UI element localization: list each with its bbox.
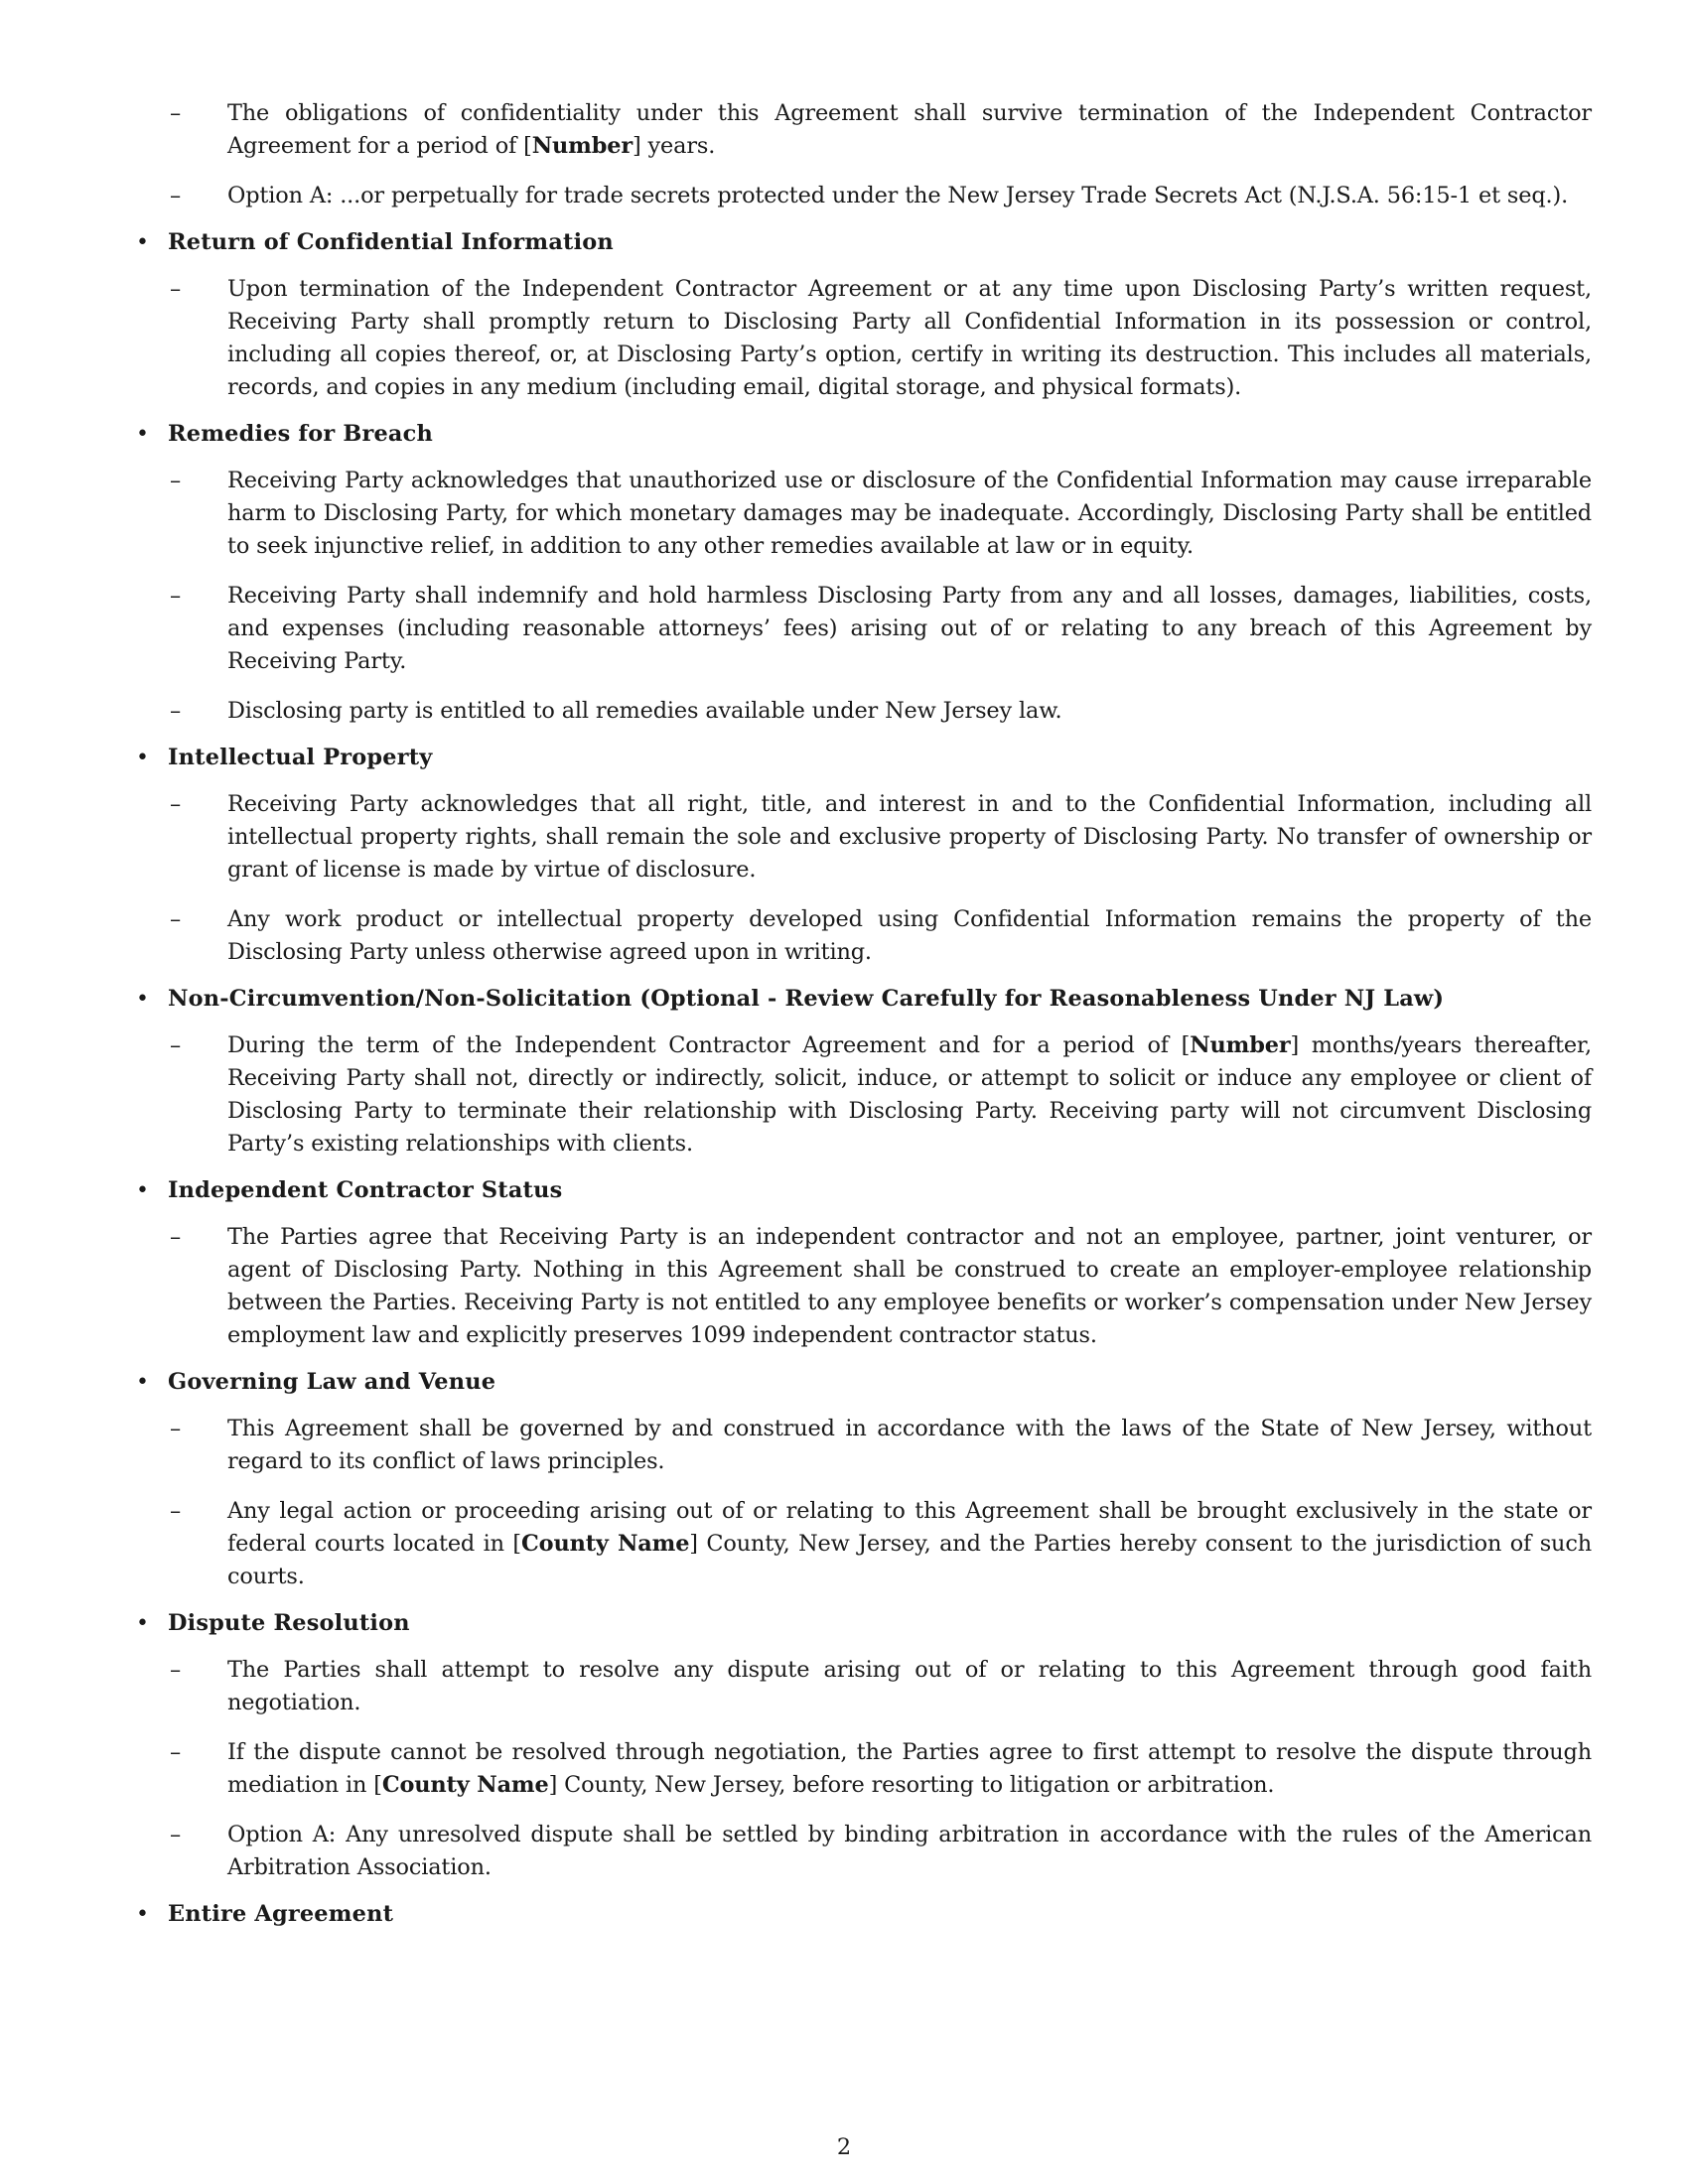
section-independent-contractor-status (132, 1174, 1592, 1352)
clause-text: ] County, New Jersey, before resorting to litigation or arbitration. (548, 1772, 1275, 1798)
clause-list (168, 1221, 1592, 1352)
dash-bullet: – (170, 468, 182, 493)
clause-item (168, 1736, 1592, 1802)
clause-text: Receiving Party acknowledges that all right, title, and interest in and to the Confidential Information, including all intellectual property rights, shall remain the sole and exclusive property of Disclosing Party. No transfer of ownership or grant of license is made by virtue of disclosure. (227, 791, 1592, 883)
placeholder-field: County Name (381, 1772, 549, 1798)
dash-bullet: – (170, 583, 182, 609)
clause-list (168, 465, 1592, 728)
clause-text: Upon termination of the Independent Contractor Agreement or at any time upon Disclosing Party’s written request, Receiving Party shall promptly return to Disclosing Party all Confidential Information in its possession or control, including all copies thereof, or, at Disclosing Party’s option, certify in writing its destruction. This includes all materials, records, and copies in any medium (including email, digital storage, and physical formats). (227, 276, 1592, 400)
clause-text: Option A: Any unresolved dispute shall be settled by binding arbitration in accordance with the rules of the American Arbitration Association. (227, 1822, 1592, 1880)
document-body (132, 97, 1592, 1945)
section-continuation (132, 97, 1592, 212)
section-heading: • Return of Confidential Information (168, 229, 614, 255)
clause-text: Option A: ...or perpetually for trade secrets protected under the New Jersey Trade Secrets Act (N.J.S.A. 56:15-1 et seq.). (227, 183, 1569, 208)
dash-bullet: – (170, 1739, 182, 1765)
clause-item (168, 1029, 1592, 1160)
clause-item (168, 1221, 1592, 1352)
section-heading: • Intellectual Property (168, 745, 433, 770)
dash-bullet: – (170, 791, 182, 817)
section-remedies-for-breach (132, 418, 1592, 728)
dash-bullet: – (170, 1032, 182, 1058)
section-heading: • Governing Law and Venue (168, 1369, 496, 1395)
clause-item (168, 695, 1592, 728)
placeholder-field: Number (531, 133, 633, 159)
section-heading: • Entire Agreement (168, 1901, 394, 1927)
placeholder-field: Number (1190, 1032, 1291, 1058)
section-heading: • Independent Contractor Status (168, 1177, 563, 1203)
clause-item (168, 1413, 1592, 1478)
clause-list (168, 788, 1592, 969)
dash-bullet: – (170, 906, 182, 932)
section-intellectual-property (132, 742, 1592, 969)
clause-item (168, 903, 1592, 969)
dash-bullet: – (170, 1498, 182, 1524)
dash-bullet: – (170, 1822, 182, 1847)
clause-text: The Parties agree that Receiving Party is an independent contractor and not an employee, partner, joint venturer, or agent of Disclosing Party. Nothing in this Agreement shall be construed to create an employer-employee relationship between the Parties. Receiving Party is not entitled to any employee benefits or worker’s compensation under New Jersey employment law and explicitly preserves 1099 independent contractor status. (227, 1224, 1592, 1348)
clause-item (168, 97, 1592, 163)
placeholder-field: County Name (521, 1531, 690, 1557)
clause-text: The obligations of confidentiality under this Agreement shall survive termination of the Independent Contractor Agreement for a period of [ (227, 100, 1592, 159)
section-list (132, 97, 1592, 1931)
clause-item (168, 273, 1592, 404)
clause-text: If the dispute cannot be resolved through negotiation, the Parties agree to first attempt to resolve the dispute through mediation in [ (227, 1739, 1592, 1798)
dash-bullet: – (170, 183, 182, 208)
clause-item (168, 465, 1592, 563)
clause-list (168, 1654, 1592, 1884)
dash-bullet: – (170, 698, 182, 724)
clause-item (168, 1819, 1592, 1884)
clause-text: ] years. (632, 133, 716, 159)
clause-item (168, 180, 1592, 212)
clause-text: Receiving Party acknowledges that unauthorized use or disclosure of the Confidential Information may cause irreparable harm to Disclosing Party, for which monetary damages may be inadequate. Accordingly, Disclosing Party shall be entitled to seek injunctive relief, in addition to any other remedies available at law or in equity. (227, 468, 1592, 559)
clause-text: During the term of the Independent Contractor Agreement and for a period of [ (227, 1032, 1191, 1058)
section-return-of-confidential-information (132, 226, 1592, 404)
dash-bullet: – (170, 100, 182, 126)
clause-text: Any work product or intellectual property developed using Confidential Information remains the property of the Disclosing Party unless otherwise agreed upon in writing. (227, 906, 1592, 965)
section-governing-law-and-venue (132, 1366, 1592, 1593)
section-entire-agreement (132, 1898, 1592, 1931)
clause-text: ] County, New Jersey, and the Parties hereby consent to the jurisdiction of such courts. (227, 1531, 1592, 1589)
clause-list (168, 97, 1592, 212)
section-dispute-resolution (132, 1607, 1592, 1884)
dash-bullet: – (170, 1224, 182, 1250)
clause-item (168, 1495, 1592, 1593)
clause-list (168, 273, 1592, 404)
clause-text: ] months/years thereafter, Receiving Party shall not, directly or indirectly, solicit, induce, or attempt to solicit or induce any employee or client of Disclosing Party to terminate their relationship with Disclosing Party. Receiving party will not circumvent Disclosing Party’s existing relationships with clients. (227, 1032, 1592, 1157)
clause-text: Receiving Party shall indemnify and hold harmless Disclosing Party from any and all losses, damages, liabilities, costs, and expenses (including reasonable attorneys’ fees) arising out of or relating to any breach of this Agreement by Receiving Party. (227, 583, 1592, 674)
clause-text: The Parties shall attempt to resolve any dispute arising out of or relating to this Agreement through good faith negotiation. (227, 1657, 1592, 1715)
clause-text: Any legal action or proceeding arising out of or relating to this Agreement shall be brought exclusively in the state or federal courts located in [ (227, 1498, 1592, 1557)
section-heading: • Remedies for Breach (168, 421, 433, 447)
section-heading: • Dispute Resolution (168, 1610, 410, 1636)
clause-text: Disclosing party is entitled to all remedies available under New Jersey law. (227, 698, 1062, 724)
dash-bullet: – (170, 1657, 182, 1683)
clause-list (168, 1413, 1592, 1593)
clause-item (168, 788, 1592, 887)
dash-bullet: – (170, 1416, 182, 1441)
clause-item (168, 1654, 1592, 1719)
clause-list (168, 1029, 1592, 1160)
dash-bullet: – (170, 276, 182, 302)
clause-text: This Agreement shall be governed by and construed in accordance with the laws of the State of New Jersey, without regard to its conflict of laws principles. (227, 1416, 1592, 1474)
clause-item (168, 580, 1592, 678)
section-heading: • Non-Circumvention/Non-Solicitation (Optional - Review Carefully for Reasonableness Under NJ Law) (168, 986, 1445, 1012)
section-non-circumvention-non-solicitation-optio (132, 983, 1592, 1160)
page-number: 2 (836, 2134, 852, 2160)
